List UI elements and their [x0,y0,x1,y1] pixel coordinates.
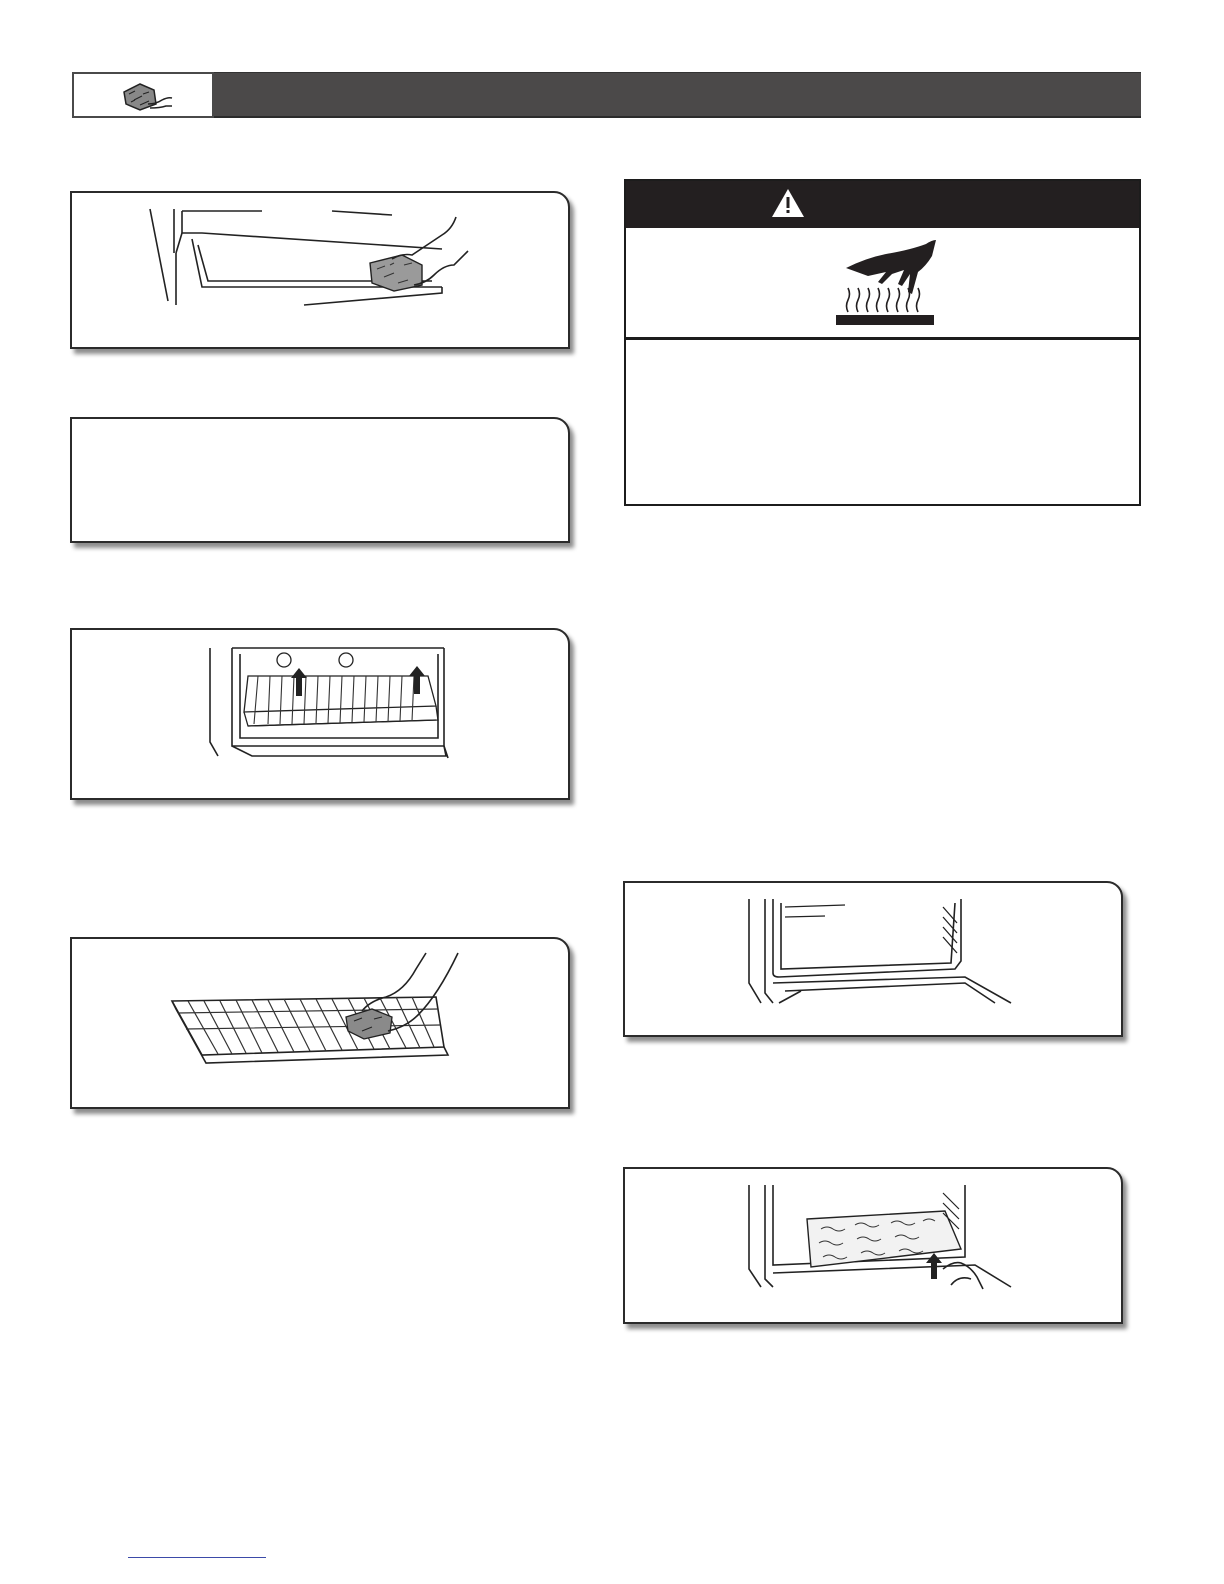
footer-link-rule [128,1557,266,1558]
open-oven-cavity-icon [625,883,1121,1035]
panel-wipe-oven-door [70,191,570,349]
warning-triangle-icon [626,181,1139,228]
header-icon-box [72,72,214,118]
panel-oven-racks [70,628,570,800]
hand-wiping-oven-door-icon [72,193,568,347]
cleaning-cloth-icon [74,74,216,120]
warning-symbol-row [626,228,1139,340]
oven-rack-removal-icon [72,630,568,798]
section-header-bar [214,72,1141,118]
panel-clean-rack [70,937,570,1109]
oven-bottom-liner-icon [625,1169,1121,1322]
hand-cleaning-rack-icon [72,939,568,1107]
hot-surface-hand-icon [626,228,1139,337]
panel-open-oven [623,881,1123,1037]
panel-foil-liner [623,1167,1123,1324]
panel-blank [70,417,570,543]
warning-header [626,181,1139,228]
